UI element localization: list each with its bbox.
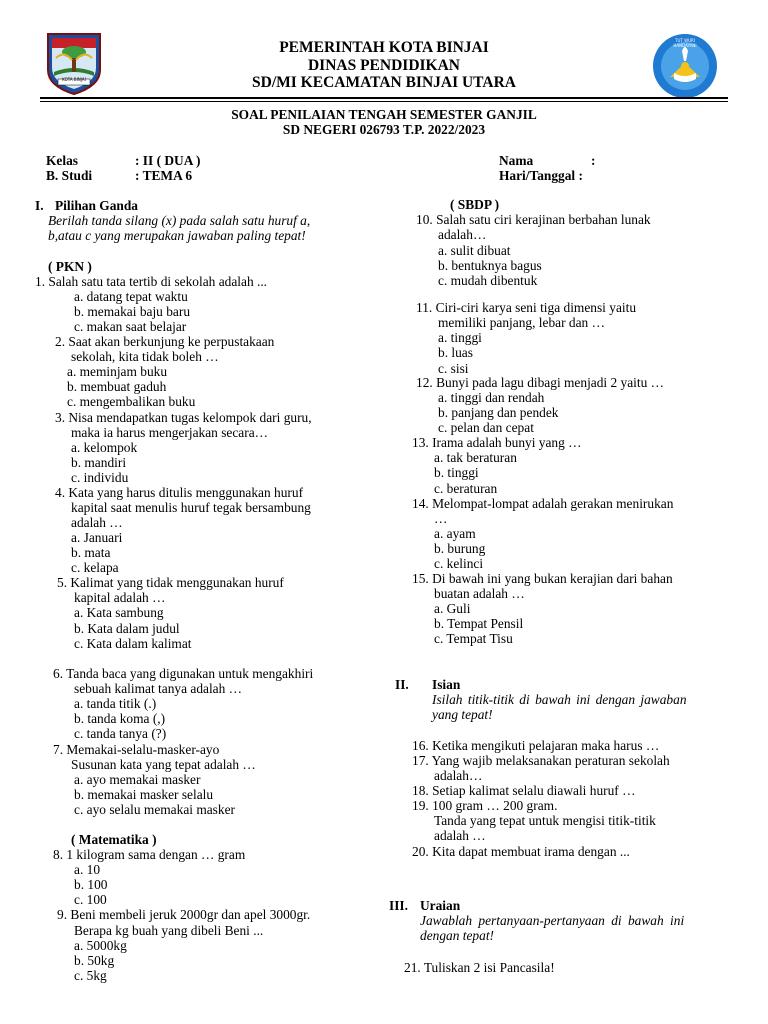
- question-9-option-b: b. 50kg: [74, 953, 115, 968]
- question-3-line-2: maka ia harus mengerjakan secara…: [71, 425, 269, 440]
- question-21: 21. Tuliskan 2 isi Pancasila!: [404, 960, 555, 975]
- question-10-option-a: a. sulit dibuat: [438, 243, 511, 258]
- question-9-option-a: a. 5000kg: [74, 938, 127, 953]
- question-8: 8. 1 kilogram sama dengan … gram: [53, 847, 246, 862]
- section-3-number: III.: [389, 898, 408, 913]
- question-4-option-b: b. mata: [71, 545, 111, 560]
- studi-value: : TEMA 6: [135, 168, 193, 183]
- section-3-instruction-line-1: Jawablah pertanyaan-pertanyaan di bawah ini: [420, 913, 685, 928]
- question-3-option-a: a. kelompok: [71, 440, 138, 455]
- question-15-option-b: b. Tempat Pensil: [434, 616, 524, 631]
- question-9-line-2: Berapa kg buah yang dibeli Beni ...: [74, 923, 264, 938]
- question-15-option-a: a. Guli: [434, 601, 471, 616]
- question-4-option-a: a. Januari: [71, 530, 123, 545]
- question-17-line-2: adalah…: [434, 768, 483, 783]
- header-divider-thick: [40, 97, 728, 99]
- question-13-option-c: c. beraturan: [434, 481, 498, 496]
- section-1-number: I.: [35, 198, 44, 213]
- question-14-option-b: b. burung: [434, 541, 486, 556]
- header-divider-thin: [40, 101, 728, 102]
- question-10-line-2: adalah…: [438, 227, 487, 242]
- question-4: 4. Kata yang harus ditulis menggunakan huruf: [55, 485, 304, 500]
- question-6-option-b: b. tanda koma (,): [74, 711, 166, 726]
- question-7-option-c: c. ayo selalu memakai masker: [74, 802, 235, 817]
- section-2-number: II.: [395, 677, 409, 692]
- question-1-option-b: b. memakai baju baru: [74, 304, 191, 319]
- question-10: 10. Salah satu ciri kerajinan berbahan lunak: [416, 212, 651, 227]
- question-12-option-c: c. pelan dan cepat: [438, 420, 534, 435]
- question-6: 6. Tanda baca yang digunakan untuk mengakhiri: [53, 666, 314, 681]
- question-1-option-c: c. makan saat belajar: [74, 319, 187, 334]
- question-18: 18. Setiap kalimat selalu diawali huruf …: [412, 783, 636, 798]
- question-2: 2. Saat akan berkunjung ke perpustakaan: [55, 334, 275, 349]
- question-11-line-2: memiliki panjang, lebar dan …: [438, 315, 605, 330]
- section-1-instruction-line-1: Berilah tanda silang (x) pada salah satu huruf a,: [48, 213, 311, 228]
- question-14: 14. Melompat-lompat adalah gerakan menirukan: [412, 496, 674, 511]
- question-15-option-c: c. Tempat Tisu: [434, 631, 513, 646]
- question-11-option-a: a. tinggi: [438, 330, 482, 345]
- section-1-instruction-line-2: b,atau c yang merupakan jawaban paling tepat!: [48, 228, 306, 243]
- question-14-option-a: a. ayam: [434, 526, 476, 541]
- question-20: 20. Kita dapat membuat irama dengan ...: [412, 844, 630, 859]
- nama-label: Nama: [499, 153, 534, 168]
- question-19-line-2: Tanda yang tepat untuk mengisi titik-titik: [434, 813, 656, 828]
- question-13-option-a: a. tak beraturan: [434, 450, 517, 465]
- question-11-option-b: b. luas: [438, 345, 473, 360]
- question-8-option-c: c. 100: [74, 892, 107, 907]
- question-11: 11. Ciri-ciri karya seni tiga dimensi yaitu: [416, 300, 637, 315]
- question-5-option-b: b. Kata dalam judul: [74, 621, 180, 636]
- question-5: 5. Kalimat yang tidak menggunakan huruf: [57, 575, 284, 590]
- header-line-3: SD/MI KECAMATAN BINJAI UTARA: [252, 74, 516, 91]
- question-8-option-a: a. 10: [74, 862, 101, 877]
- question-3-option-c: c. individu: [71, 470, 129, 485]
- question-10-option-b: b. bentuknya bagus: [438, 258, 542, 273]
- question-14-option-c: c. kelinci: [434, 556, 484, 571]
- question-1: 1. Salah satu tata tertib di sekolah adalah ...: [35, 274, 268, 289]
- question-13-option-b: b. tinggi: [434, 465, 479, 480]
- left-logo-caption: KOTA BINJAI: [62, 77, 86, 82]
- section-1-title: Pilihan Ganda: [55, 198, 138, 213]
- question-12-option-a: a. tinggi dan rendah: [438, 390, 545, 405]
- question-5-option-c: c. Kata dalam kalimat: [74, 636, 192, 651]
- question-4-line-2: kapital saat menulis huruf tegak bersambung: [71, 500, 311, 515]
- section-2-instruction-line-1: Isilah titik-titik di bawah ini dengan jawaban: [432, 692, 687, 707]
- question-4-line-3: adalah …: [71, 515, 123, 530]
- section-3-title: Uraian: [420, 898, 461, 913]
- section-2-title: Isian: [432, 677, 461, 692]
- question-3: 3. Nisa mendapatkan tugas kelompok dari guru,: [55, 410, 312, 425]
- question-2-option-c: c. mengembalikan buku: [67, 394, 196, 409]
- exam-school-year: SD NEGERI 026793 T.P. 2022/2023: [282, 122, 486, 137]
- question-3-option-b: b. mandiri: [71, 455, 127, 470]
- question-7-option-a: a. ayo memakai masker: [74, 772, 201, 787]
- question-14-line-2: …: [434, 511, 448, 526]
- question-16: 16. Ketika mengikuti pelajaran maka harus …: [412, 738, 660, 753]
- question-9-option-c: c. 5kg: [74, 968, 107, 983]
- question-2-line-2: sekolah, kita tidak boleh …: [71, 349, 219, 364]
- question-11-option-c: c. sisi: [438, 361, 469, 376]
- question-12-option-b: b. panjang dan pendek: [438, 405, 559, 420]
- matematika-heading: ( Matematika ): [71, 832, 157, 847]
- question-17: 17. Yang wajib melaksanakan peraturan sekolah: [412, 753, 670, 768]
- question-15-line-2: buatan adalah …: [434, 586, 525, 601]
- kelas-label: Kelas: [46, 153, 78, 168]
- question-7-option-b: b. memakai masker selalu: [74, 787, 214, 802]
- question-2-option-a: a. meminjam buku: [67, 364, 168, 379]
- studi-label: B. Studi: [46, 168, 93, 183]
- question-7-line-2: Susunan kata yang tepat adalah …: [71, 757, 256, 772]
- nama-colon: :: [591, 153, 596, 168]
- question-6-line-2: sebuah kalimat tanya adalah …: [74, 681, 243, 696]
- question-4-option-c: c. kelapa: [71, 560, 119, 575]
- question-8-option-b: b. 100: [74, 877, 108, 892]
- header-line-1: PEMERINTAH KOTA BINJAI: [279, 39, 489, 56]
- header-line-2: DINAS PENDIDIKAN: [307, 57, 460, 74]
- question-9: 9. Beni membeli jeruk 2000gr dan apel 3000gr.: [57, 907, 311, 922]
- section-3-instruction-line-2: dengan tepat!: [420, 928, 495, 943]
- question-2-option-b: b. membuat gaduh: [67, 379, 167, 394]
- kelas-value: : II ( DUA ): [135, 153, 201, 168]
- question-1-option-a: a. datang tepat waktu: [74, 289, 188, 304]
- question-15: 15. Di bawah ini yang bukan kerajian dari bahan: [412, 571, 673, 586]
- hari-tanggal-label: Hari/Tanggal :: [499, 168, 583, 183]
- question-6-option-a: a. tanda titik (.): [74, 696, 157, 711]
- question-5-line-2: kapital adalah …: [74, 590, 166, 605]
- question-19: 19. 100 gram … 200 gram.: [412, 798, 558, 813]
- section-2-instruction-line-2: yang tepat!: [432, 707, 493, 722]
- question-12: 12. Bunyi pada lagu dibagi menjadi 2 yaitu …: [416, 375, 665, 390]
- question-6-option-c: c. tanda tanya (?): [74, 726, 167, 741]
- question-5-option-a: a. Kata sambung: [74, 605, 164, 620]
- exam-title: SOAL PENILAIAN TENGAH SEMESTER GANJIL: [231, 107, 537, 122]
- pkn-heading: ( PKN ): [48, 259, 92, 274]
- question-13: 13. Irama adalah bunyi yang …: [412, 435, 582, 450]
- question-19-line-3: adalah …: [434, 828, 486, 843]
- right-logo-caption: TUT WURI HANDAYANI: [673, 38, 697, 48]
- question-10-option-c: c. mudah dibentuk: [438, 273, 538, 288]
- sbdp-heading: ( SBDP ): [450, 197, 500, 212]
- question-7: 7. Memakai-selalu-masker-ayo: [53, 742, 220, 757]
